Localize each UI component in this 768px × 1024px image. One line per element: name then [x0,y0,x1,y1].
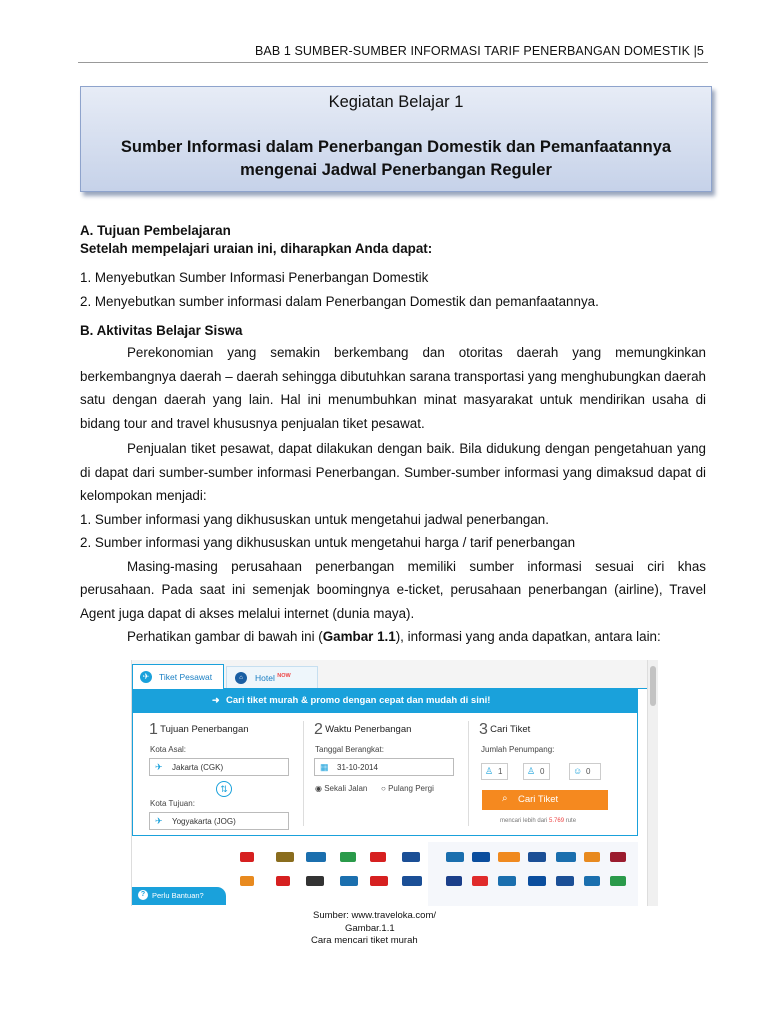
passenger-label: Jumlah Penumpang: [481,745,555,754]
infant-value: 0 [586,767,591,776]
paragraph [80,625,706,649]
running-header: BAB 1 SUMBER-SUMBER INFORMASI TARIF PENERBANGAN DOMESTIK |5 [254,44,704,58]
radio-return-label: Pulang Pergi [388,784,434,793]
step-number: 2 [314,721,323,738]
infant-icon: ☺ [573,766,583,776]
bank-logo [556,852,576,862]
date-value: 31-10-2014 [337,763,378,772]
bank-logo [584,852,600,862]
note-text: mencari lebih dari [500,818,550,824]
airline-logo [276,876,290,886]
origin-label: Kota Asal: [150,745,187,754]
plane-icon: ✈ [155,762,163,772]
plane-icon: ✈ [155,816,163,826]
step-3 [479,721,530,739]
origin-value: Jakarta (CGK) [172,763,224,772]
scrollbar-thumb[interactable] [650,666,656,706]
bank-logo [610,876,626,886]
step-label: Tujuan Penerbangan [160,724,249,735]
list-item: 2. Sumber informasi yang dikhususkan untuk mengetahui harga / tarif penerbangan [80,535,576,550]
note-text: rute [564,818,577,824]
search-button-label: Cari Tiket [518,794,559,805]
adult-icon: ♙ [485,766,494,776]
bank-logo [610,852,626,862]
hotel-icon: ⌂ [235,672,247,684]
airline-logo [240,852,254,862]
child-count[interactable] [523,763,550,780]
bank-logo [446,876,462,886]
section-a-heading: A. Tujuan Pembelajaran [80,223,231,238]
para-text: ), informasi yang anda dapatkan, antara lain: [395,629,661,644]
help-button[interactable] [132,887,226,905]
figure-ref: Gambar 1.1 [322,629,396,644]
bank-logo [472,852,490,862]
child-value: 0 [540,767,545,776]
radio-oneway-label: Sekali Jalan [324,784,368,793]
destination-value: Yogyakarta (JOG) [172,817,236,826]
objective-item: 2. Menyebutkan sumber informasi dalam Penerbangan Domestik dan pemanfaatannya. [80,293,599,309]
header-rule [78,62,708,63]
tab-hotel-label: Hotel [255,673,275,683]
objective-item: 1. Menyebutkan Sumber Informasi Penerbangan Domestik [80,270,429,285]
column-divider [303,721,304,826]
tab-flight-label: Tiket Pesawat [159,672,213,682]
step-label: Cari Tiket [490,724,531,735]
step-2 [314,721,411,739]
calendar-icon: ▦ [320,762,329,772]
para-text: Perhatikan gambar di bawah ini ( [127,629,323,644]
help-icon: ? [138,890,148,900]
plane-icon: ✈ [140,671,152,683]
activity-title: Kegiatan Belajar 1 [328,93,464,111]
route-count: 5.769 [549,818,565,824]
airline-logo [402,852,420,862]
banner-text: Cari tiket murah & promo dengan cepat dan mudah di sini! [226,695,491,706]
radio-return[interactable]: ○ Pulang Pergi [381,784,434,793]
paragraph: Masing-masing perusahaan penerbangan memiliki sumber informasi sesuai ciri khas perusahaan. Pada saat ini semenjak boomingnya e-ticket, perusahaan penerbangan (airline), Travel Agent juga dapat di akses melalui internet (dunia maya). [80,558,706,621]
column-divider [468,721,469,826]
airline-logo [402,876,422,886]
airline-logo [240,876,254,886]
step-label: Waktu Penerbangan [325,724,412,735]
step-number: 1 [149,721,158,738]
airline-logo [276,852,294,862]
scrollbar[interactable] [647,660,658,906]
caption-source: Sumber: www.traveloka.com/ [313,910,437,921]
route-count-note [500,818,576,824]
caption-desc: Cara mencari tiket murah [311,935,418,946]
bank-logo [528,852,546,862]
destination-label: Kota Tujuan: [150,799,195,808]
airline-logo [306,852,326,862]
airline-logo [370,876,388,886]
search-button[interactable] [482,790,608,810]
bank-logo [498,852,520,862]
child-icon: ♙ [527,766,536,776]
swap-icon[interactable]: ⇅ [216,781,232,797]
infant-count[interactable] [569,763,601,780]
chapter-title-line2: mengenai Jadwal Penerbangan Reguler [240,161,552,179]
airline-logo [340,876,358,886]
airline-logo [306,876,324,886]
body-content [80,222,706,649]
bank-logo [446,852,464,862]
bank-logo [498,876,516,886]
airline-logo [340,852,356,862]
bank-logo [584,876,600,886]
tab-bar [132,660,658,689]
origin-input[interactable] [149,758,289,776]
bank-logo [556,876,574,886]
list-item: 1. Sumber informasi yang dikhususkan untuk mengetahui jadwal penerbangan. [80,511,549,527]
adult-count[interactable] [481,763,508,780]
section-a-subheading: Setelah mempelajari uraian ini, diharapkan Anda dapat: [80,241,433,256]
traveloka-screenshot [131,660,658,906]
figure-caption [313,910,436,948]
tab-hotel[interactable] [226,666,318,688]
chapter-title-line1: Sumber Informasi dalam Penerbangan Domestik dan Pemanfaatannya [120,138,672,156]
title-box [80,86,712,192]
search-form [132,713,638,836]
airline-logo [370,852,386,862]
step-number: 3 [479,721,488,738]
destination-input[interactable] [149,812,289,830]
tab-flight[interactable] [132,664,224,689]
paragraph: Penjualan tiket pesawat, dapat dilakukan dengan baik. Bila didukung dengan pengetahuan yang di dapat dari sumber-sumber informasi Penerbangan. Sumber-sumber informasi yang dimaksud dapat di kelompokan menjadi: [80,441,706,503]
caption-label: Gambar.1.1 [345,922,395,934]
help-label: Perlu Bantuan? [152,891,204,900]
promo-banner [132,689,638,713]
section-b-heading: B. Aktivitas Belajar Siswa [80,323,243,338]
paragraph: Perekonomian yang semakin berkembang dan otoritas daerah yang memungkinkan berkembangnya daerah – daerah sehingga dibutuhkan sarana transportasi yang menghubungkan daerah satu dengan daerah yang lain. Hal ini menumbuhkan minat masyarakat untuk mendirikan usaha di bidang tour and travel khususnya penjualan tiket pesawat. [80,345,706,431]
date-label: Tanggal Berangkat: [315,745,384,754]
search-icon: ⌕ [502,793,508,804]
new-badge: NOW [277,673,291,680]
bank-logo [528,876,546,886]
date-input[interactable] [314,758,454,776]
step-1 [149,721,249,739]
radio-oneway[interactable]: ◉ Sekali Jalan [315,784,368,793]
payment-logos [428,842,638,906]
adult-value: 1 [498,767,503,776]
bank-logo [472,876,488,886]
arrow-right-icon: ➜ [212,695,220,705]
